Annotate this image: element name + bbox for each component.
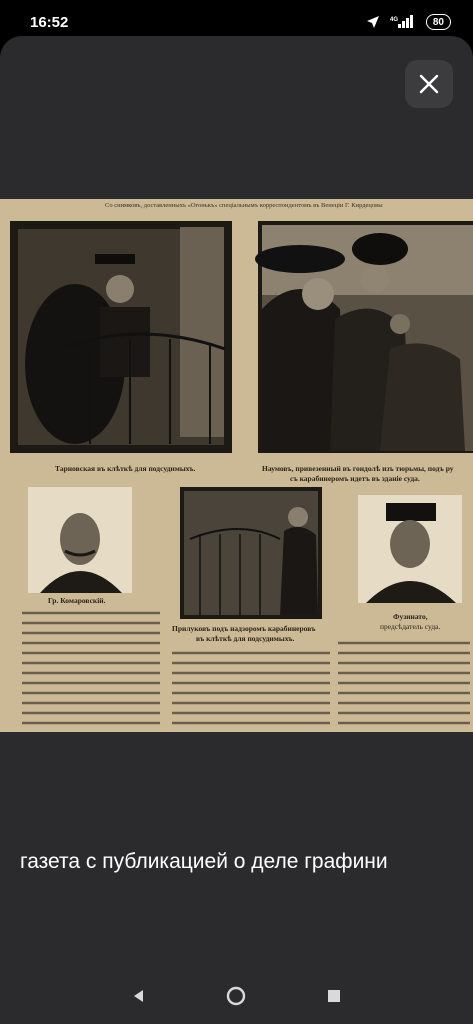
close-button[interactable] xyxy=(405,60,453,108)
caption-fuzinato: Фузинато, xyxy=(393,612,428,621)
back-button[interactable] xyxy=(119,976,159,1016)
caption-komarovsky: Гр. Комаровскій. xyxy=(48,596,106,605)
network-type: 4G xyxy=(389,17,398,23)
caption-naumov-2: съ карабинеромъ идетъ въ зданіе суда. xyxy=(290,474,420,483)
photo-caption: газета с публикацией о деле графини xyxy=(20,850,388,873)
recents-button[interactable] xyxy=(314,976,354,1016)
caption-prilukov-2: въ клѣткѣ для подсудимыхъ. xyxy=(196,634,295,643)
caption-fuzinato-2: предсѣдатель суда. xyxy=(380,622,441,631)
newspaper-photo[interactable] xyxy=(0,199,473,732)
status-time: 16:52 xyxy=(30,13,69,31)
caption-tarnovskaya: Тарновская въ клѣткѣ для подсудимыхъ. xyxy=(55,464,196,473)
recents-square-icon xyxy=(326,988,342,1004)
location-arrow-icon xyxy=(366,15,380,29)
newspaper-page xyxy=(0,199,473,732)
status-right xyxy=(366,14,451,30)
home-circle-icon xyxy=(225,985,247,1007)
caption-naumov: Наумовъ, привезенный въ гондолѣ изъ тюрьмы, подъ ру xyxy=(262,464,454,473)
caption-prilukov: Прилуковъ подъ надзоромъ карабинеровъ xyxy=(172,624,316,633)
battery-indicator: 80 xyxy=(426,14,451,30)
home-button[interactable] xyxy=(216,976,256,1016)
back-triangle-icon xyxy=(131,988,147,1004)
close-icon xyxy=(419,74,439,94)
navigation-bar xyxy=(0,968,473,1024)
signal-icon xyxy=(390,15,416,29)
newspaper-header: Со снимковъ, доставленныхъ «Огонькъ» спеціальнымъ корреспондентомъ въ Венеціи Г. Кирдецовы xyxy=(105,202,383,209)
